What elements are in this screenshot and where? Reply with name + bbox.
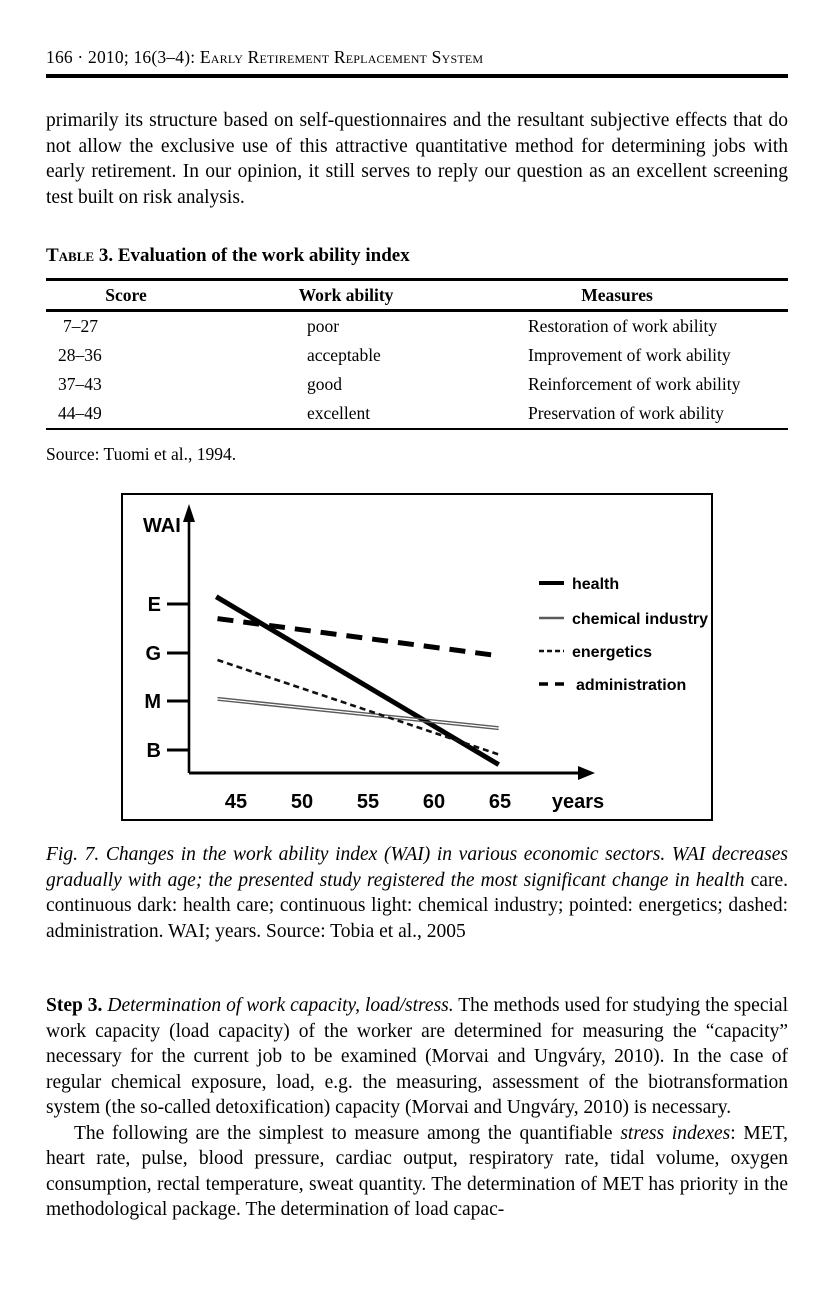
x-tick-label: 55 (356, 791, 380, 813)
y-tick-label: B (146, 740, 161, 762)
journal-title: Early Retirement Replacement System (199, 47, 484, 67)
score-cell: 7–27 (63, 316, 98, 336)
x-tick-label: 65 (488, 791, 512, 813)
chemical-industry-line (218, 700, 499, 729)
administration-line (218, 619, 494, 656)
figure-frame (121, 493, 713, 821)
legend-label: energetics (572, 644, 653, 661)
table-header-row (46, 278, 788, 312)
ability-cell: acceptable (307, 345, 381, 365)
y-tick-label: M (144, 691, 161, 713)
measure-cell: Preservation of work ability (528, 403, 724, 423)
chemical-industry-line (218, 698, 499, 727)
legend (539, 576, 708, 694)
ability-cell: excellent (307, 403, 371, 423)
score-cell: 28–36 (58, 345, 102, 365)
ability-cell: poor (307, 316, 340, 336)
closing-paragraph: The following are the simplest to measure among the quantifiable stress indexes: MET, heart rate, pulse, blood pressure, cardiac output, respiratory rate, tidal volume, oxygen consumption, rectal temperature, sweat quantity. The determination of MET has priority in the methodological package. The determination of load capac- (46, 1122, 788, 1220)
wai-chart (123, 495, 711, 819)
measure-cell: Improvement of work ability (528, 345, 731, 365)
page-header (46, 47, 788, 68)
column-header-score: Score (105, 284, 147, 305)
score-cell: 44–49 (58, 403, 102, 423)
step3-paragraph: Step 3. Determination of work capacity, load/stress. The methods used for studying the special work capacity (load capacity) of the worker are determined for measuring the “capacity” necessary for the current job to be examined (Morvai and Ungváry, 2010). In the case of regular chemical exposure, load, e.g. the measuring, assessment of the biotransformation system (the so-called detoxification) capacity (Morvai and Ungváry, 2010) is necessary. (46, 995, 788, 1118)
legend-label: chemical industry (572, 611, 709, 628)
table-source: Source: Tuomi et al., 1994. (46, 444, 237, 464)
body-text (46, 993, 788, 1223)
y-tick-label: G (145, 643, 161, 665)
table-row (46, 370, 788, 399)
axis-label-years: years (551, 791, 605, 813)
x-tick-label: 50 (290, 791, 314, 813)
energetics-line (218, 660, 501, 755)
table-row (46, 341, 788, 370)
legend-label: administration (576, 677, 687, 694)
header-rule (46, 74, 788, 78)
measure-cell: Restoration of work ability (528, 316, 718, 336)
ability-cell: good (307, 374, 342, 394)
table-title: Table 3. Evaluation of the work ability index (46, 245, 410, 266)
data-table (46, 278, 788, 430)
intro-paragraph: primarily its structure based on self-questionnaires and the resultant subjective effects that do not allow the exclusive use of this attractive quantitative method for determining jobs with early retirement. In our opinion, it still serves to reply our question as an excellent screening test built on risk analysis. (46, 110, 788, 208)
figure-caption: Fig. 7. Changes in the work ability index (WAI) in various economic sectors. WAI decreases gradually with age; the presented study registered the most significant change in health care. continuous dark: health care; continuous light: chemical industry; pointed: energetics; dashed: administration. WAI; years. Source: Tobia et al., 2005 (46, 844, 788, 942)
x-tick-label: 45 (224, 791, 248, 813)
table-row (46, 399, 788, 428)
column-header-measures: Measures (581, 284, 653, 305)
x-tick-label: 60 (422, 791, 446, 813)
column-header-work-ability: Work ability (298, 284, 394, 305)
y-axis-arrow-icon (183, 504, 195, 522)
table-row (46, 312, 788, 341)
header-citation: 166 · 2010; 16(3–4): (46, 47, 200, 67)
measure-cell: Reinforcement of work ability (528, 374, 741, 394)
legend-label: health (572, 576, 620, 593)
x-axis-arrow-icon (578, 766, 595, 780)
axis-label-wai: WAI (143, 515, 181, 537)
y-tick-label: E (147, 594, 161, 616)
score-cell: 37–43 (58, 374, 102, 394)
